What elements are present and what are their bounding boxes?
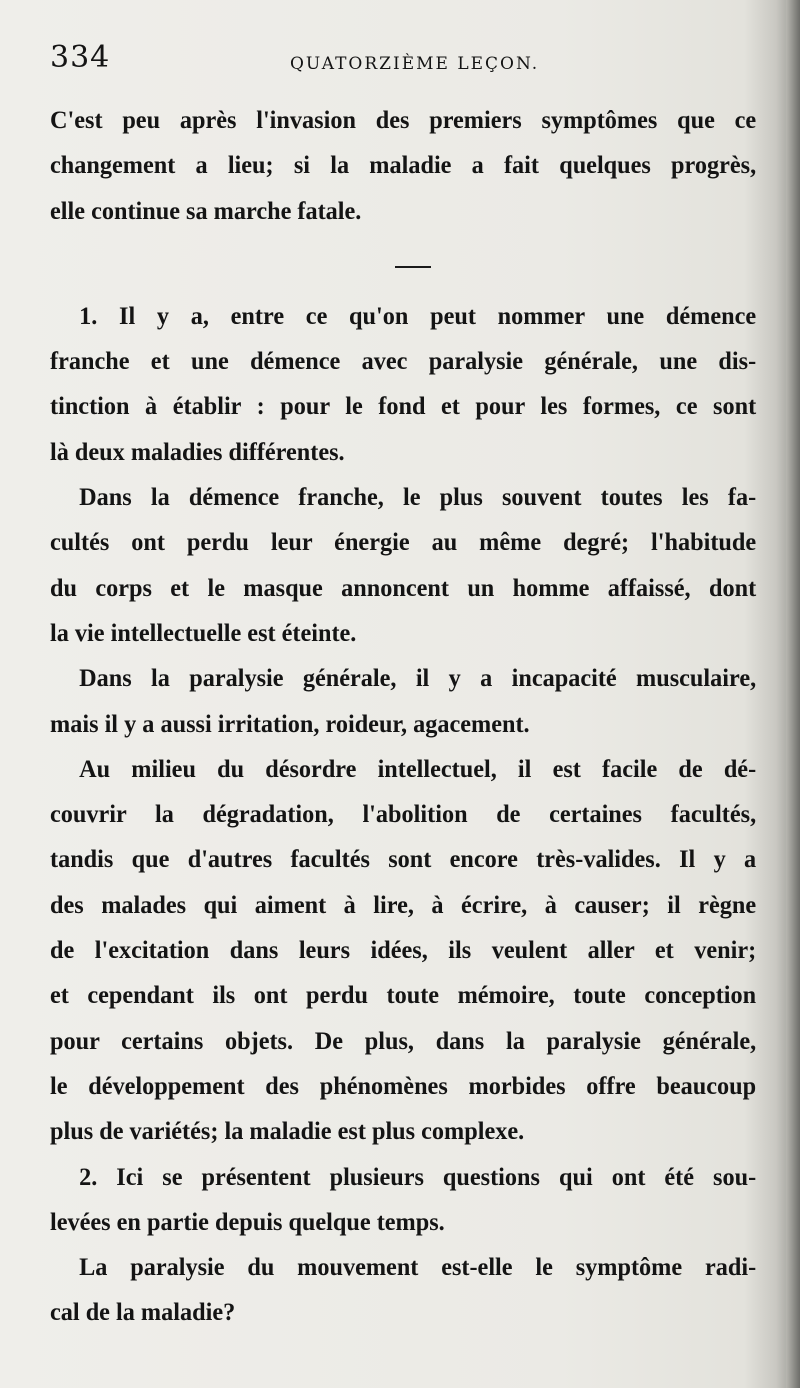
running-head: QUATORZIÈME LEÇON. — [290, 54, 540, 74]
divider-rule — [395, 266, 431, 268]
text-line: Dans la paralysie générale, il y a incapacité musculaire, — [79, 665, 757, 693]
text-line: 1. Il y a, entre ce qu'on peut nommer une démence — [79, 302, 757, 330]
text-line: couvrir la dégradation, l'abolition de certaines facultés, — [50, 801, 757, 829]
page-header — [50, 40, 755, 80]
text-line: tandis que d'autres facultés sont encore très-valides. Il y a — [50, 846, 757, 874]
page-number: 334 — [50, 40, 111, 75]
text-line: pour certains objets. De plus, dans la paralysie générale, — [50, 1027, 757, 1055]
text-line: tinction à établir : pour le fond et pour les formes, ce sont — [50, 393, 757, 421]
text-line: levées en partie depuis quelque temps. — [50, 1208, 445, 1236]
section-divider — [50, 234, 756, 294]
text-line: Au milieu du désordre intellectuel, il est facile de dé- — [79, 755, 757, 783]
text-line: cal de la maladie? — [50, 1299, 236, 1327]
text-line: franche et une démence avec paralysie générale, une dis- — [50, 348, 757, 376]
text-line: de l'excitation dans leurs idées, ils veulent aller et venir; — [50, 937, 757, 965]
body-text — [50, 98, 756, 1336]
text-line: la vie intellectuelle est éteinte. — [50, 619, 357, 647]
text-line: mais il y a aussi irritation, roideur, agacement. — [50, 710, 530, 738]
text-line: là deux maladies différentes. — [50, 438, 345, 466]
text-line: Dans la démence franche, le plus souvent toutes les fa- — [79, 484, 757, 512]
text-line: des malades qui aiment à lire, à écrire, à causer; il règne — [50, 891, 757, 919]
page-spine-shadow — [786, 0, 800, 1388]
text-line: et cependant ils ont perdu toute mémoire, toute conception — [50, 982, 757, 1010]
text-line: elle continue sa marche fatale. — [50, 197, 362, 225]
text-line: changement a lieu; si la maladie a fait quelques progrès, — [50, 152, 757, 180]
text-line: le développement des phénomènes morbides offre beaucoup — [50, 1072, 757, 1100]
text-line: du corps et le masque annoncent un homme affaissé, dont — [50, 574, 757, 602]
text-line: 2. Ici se présentent plusieurs questions qui ont été sou- — [79, 1163, 757, 1191]
text-line: cultés ont perdu leur énergie au même degré; l'habitude — [50, 529, 757, 557]
text-line: plus de variétés; la maladie est plus complexe. — [50, 1118, 525, 1146]
text-line: La paralysie du mouvement est-elle le symptôme radi- — [79, 1254, 757, 1282]
text-line: C'est peu après l'invasion des premiers symptômes que ce — [50, 107, 757, 134]
